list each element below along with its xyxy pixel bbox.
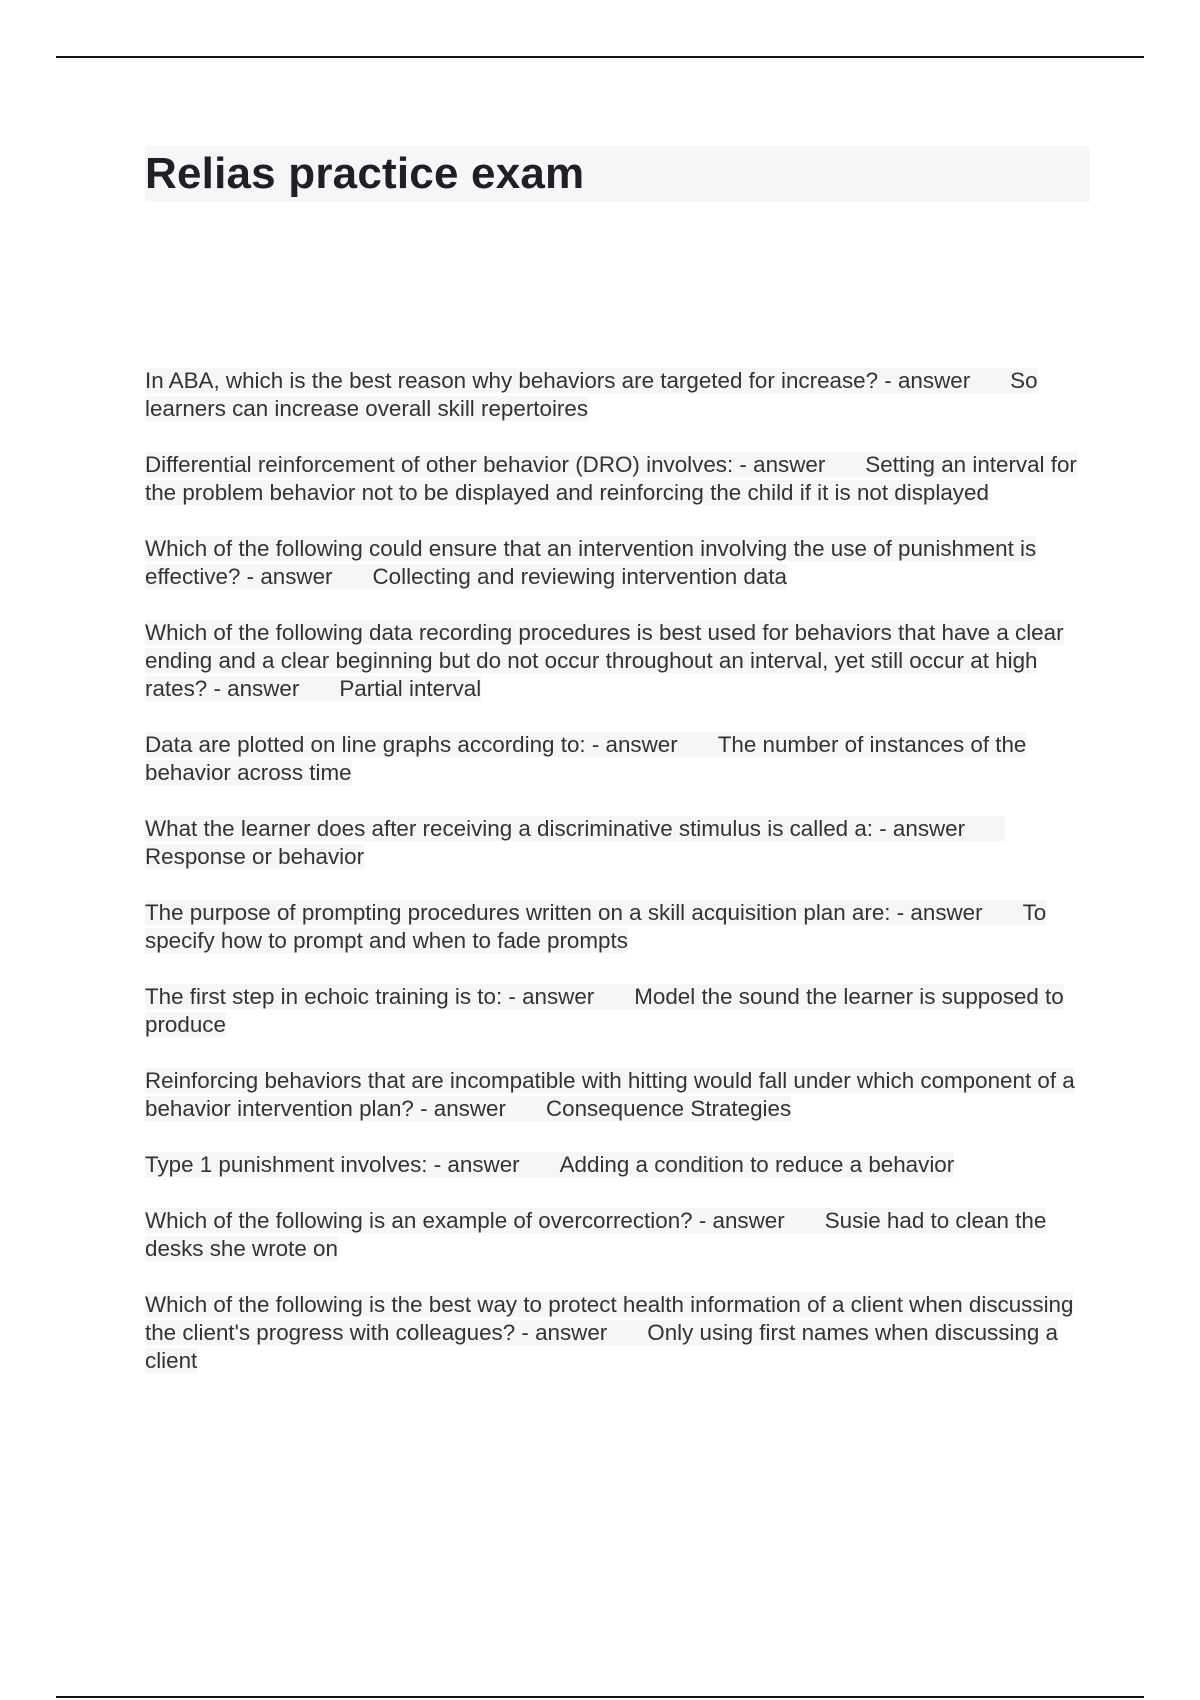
top-rule: [56, 56, 1144, 58]
answer-text: Model the sound the learner is supposed to produce: [145, 984, 1064, 1037]
question-text: Differential reinforcement of other behavior (DRO) involves: - answer: [145, 452, 826, 477]
question-text: Data are plotted on line graphs according to: - answer: [145, 732, 678, 757]
question-text: Which of the following is the best way to protect health information of a client when discussing the client's progress with colleagues? - answer: [145, 1292, 1074, 1345]
qa-item: [145, 899, 1090, 955]
question-text: Type 1 punishment involves: - answer: [145, 1152, 520, 1177]
bottom-rule: [56, 1696, 1144, 1698]
title-block: [145, 146, 1090, 202]
question-text: Reinforcing behaviors that are incompatible with hitting would fall under which component of a behavior intervention plan? - answer: [145, 1068, 1075, 1121]
answer-text: The number of instances of the behavior across time: [145, 732, 1027, 785]
answer-text: Response or behavior: [145, 844, 365, 869]
qa-item: [145, 1207, 1090, 1263]
qa-item: [145, 815, 1090, 871]
qa-item: [145, 731, 1090, 787]
question-text: The first step in echoic training is to: - answer: [145, 984, 595, 1009]
qa-item: [145, 983, 1090, 1039]
question-text: The purpose of prompting procedures written on a skill acquisition plan are: - answer: [145, 900, 983, 925]
question-text: Which of the following could ensure that an intervention involving the use of punishment is effective? - answer: [145, 536, 1037, 589]
question-text: In ABA, which is the best reason why behaviors are targeted for increase? - answer: [145, 368, 971, 393]
question-text: Which of the following data recording procedures is best used for behaviors that have a clear ending and a clear beginning but do not occur throughout an interval, yet still occur at high rates? - answer: [145, 620, 1064, 701]
qa-item: [145, 535, 1090, 591]
answer-text: Consequence Strategies: [545, 1096, 792, 1121]
qa-item: [145, 367, 1090, 423]
page-title: Relias practice exam: [145, 149, 585, 198]
answer-text: Adding a condition to reduce a behavior: [559, 1152, 955, 1177]
answer-text: Partial interval: [339, 676, 482, 701]
qa-item: [145, 451, 1090, 507]
qa-item: [145, 1151, 1090, 1179]
qa-item: [145, 619, 1090, 703]
qa-item: [145, 1291, 1090, 1375]
answer-text: To specify how to prompt and when to fade prompts: [145, 900, 1047, 953]
qa-list: [145, 367, 1090, 1403]
answer-text: Setting an interval for the problem behavior not to be displayed and reinforcing the child if it is not displayed: [145, 452, 1077, 505]
answer-text: So learners can increase overall skill repertoires: [145, 368, 1038, 421]
answer-text: Susie had to clean the desks she wrote on: [145, 1208, 1047, 1261]
qa-item: [145, 1067, 1090, 1123]
answer-text: Collecting and reviewing intervention data: [372, 564, 787, 589]
question-text: What the learner does after receiving a discriminative stimulus is called a: - answer: [145, 816, 966, 841]
answer-text: Only using first names when discussing a client: [145, 1320, 1058, 1373]
question-text: Which of the following is an example of overcorrection? - answer: [145, 1208, 785, 1233]
